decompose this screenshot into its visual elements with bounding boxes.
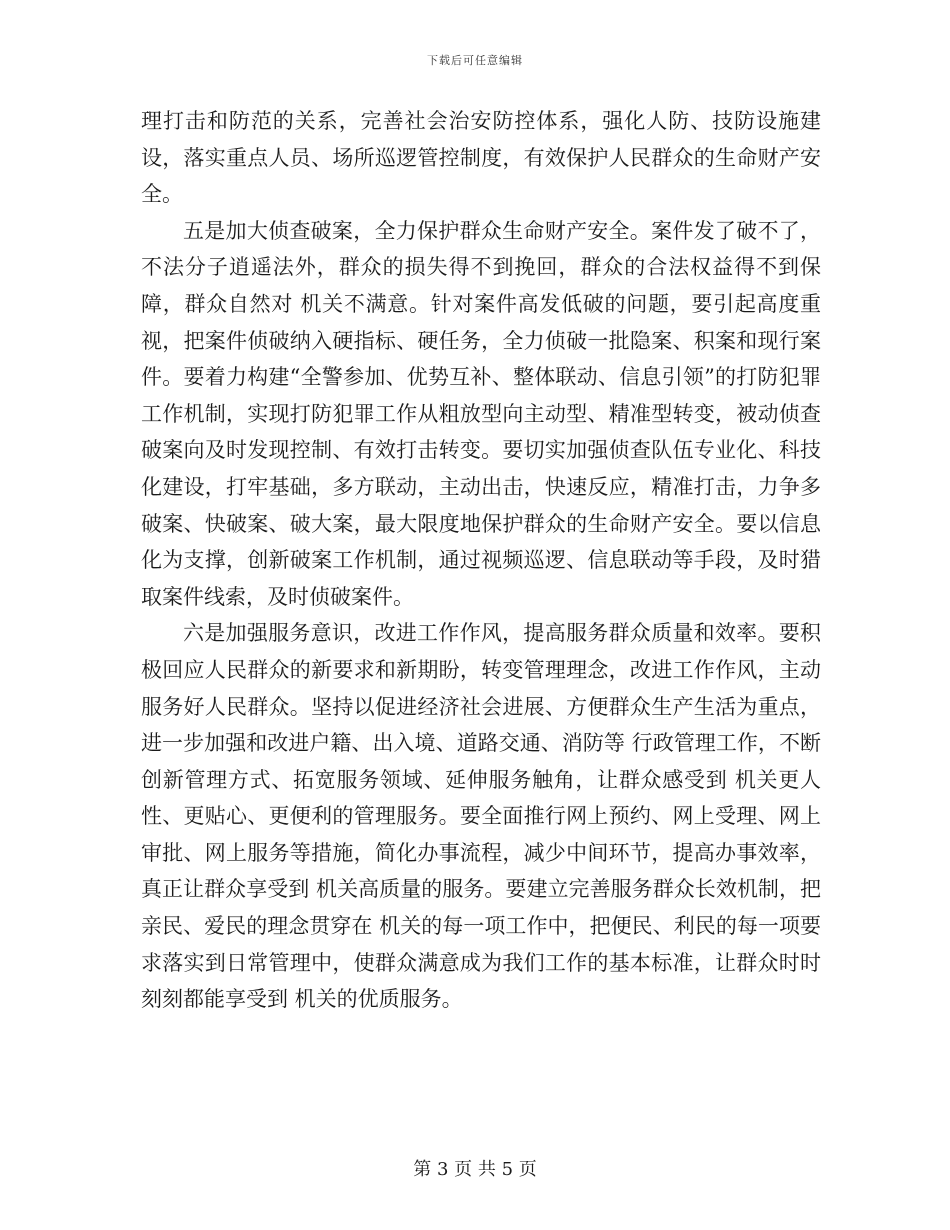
page-header: 下载后可任意编辑 [427, 54, 523, 67]
page-number: 第 3 页 共 5 页 [413, 1159, 537, 1180]
paragraph-item-six: 六是加强服务意识，改进工作作风，提高服务群众质量和效率。要积极回应人民群众的新要求和新期盼，转变管理理念，改进工作作风，主动服务好人民群众。坚持以促进经济社会进展、方便群众生产生活为重点，进一步加强和改进户籍、出入境、道路交通、消防等 行政管理工作，不断创新管理方式、拓宽服务领域、延伸服务触角，让群众感受到 机关更人性、更贴心、更便利的管理服务。要全面推行网上预约、网上受理、网上审批、网上服务等措施，简化办事流程，减少中间环节，提高办事效率，真正让群众享受到 机关高质量的服务。要建立完善服务群众长效机制，把亲民、爱民的理念贯穿在 机关的每一项工作中，把便民、利民的每一项要求落实到日常管理中，使群众满意成为我们工作的基本标准，让群众时时刻刻都能享受到 机关的优质服务。 [141, 621, 821, 1012]
paragraph-continuation: 理打击和防范的关系，完善社会治安防控体系，强化人防、技防设施建设，落实重点人员、场所巡逻管控制度，有效保护人民群众的生命财产安全。 [141, 109, 821, 207]
paragraph-item-five: 五是加大侦查破案，全力保护群众生命财产安全。案件发了破不了，不法分子逍遥法外，群众的损失得不到挽回，群众的合法权益得不到保障，群众自然对 机关不满意。针对案件高发低破的问题，要引起高度重视，把案件侦破纳入硬指标、硬任务，全力侦破一批隐案、积案和现行案件。要着力构建“全警参加、优势互补、整体联动、信息引领”的打防犯罪工作机制，实现打防犯罪工作从粗放型向主动型、精准型转变，被动侦查破案向及时发现控制、有效打击转变。要切实加强侦查队伍专业化、科技化建设，打牢基础，多方联动，主动出击，快速反应，精准打击，力争多破案、快破案、破大案，最大限度地保护群众的生命财产安全。要以信息化为支撑，创新破案工作机制，通过视频巡逻、信息联动等手段，及时猎取案件线索，及时侦破案件。 [141, 218, 821, 609]
body-text [141, 103, 821, 1018]
